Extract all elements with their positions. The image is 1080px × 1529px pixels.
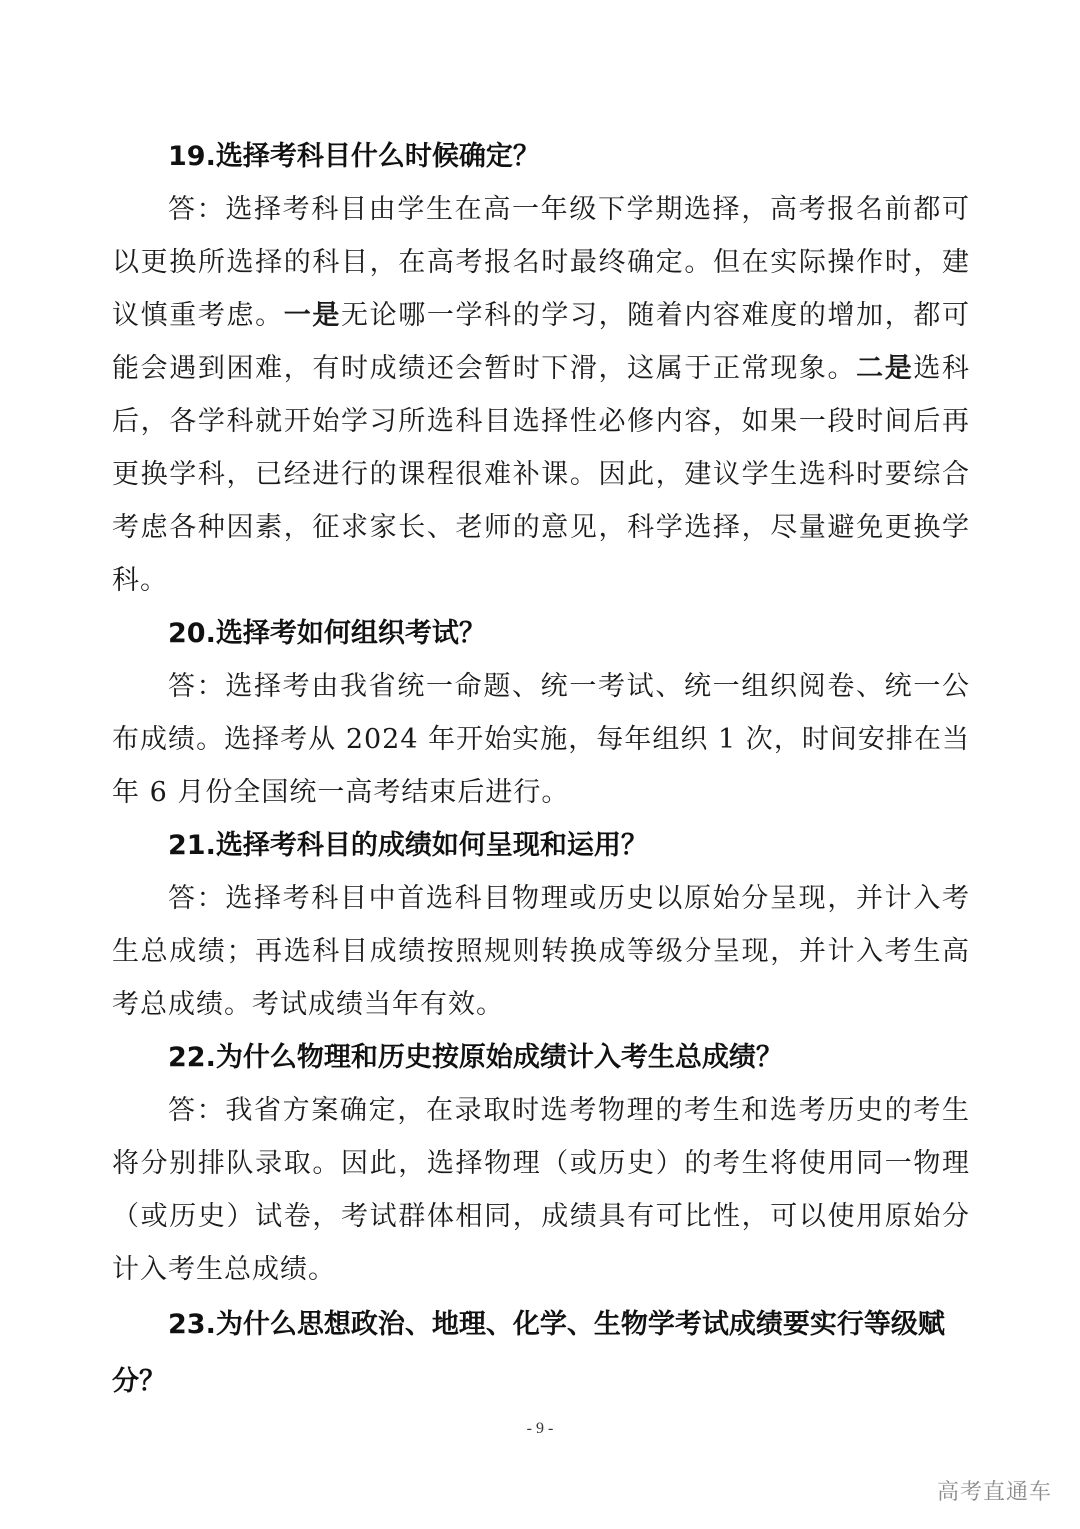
answer-19-text-1: 答：选择考科目由学生在高一年级下学期选择，高考报名前都可以更换所选择的科目，在高考报名时最终确定。但在实际操作时，建议慎重考虑。 — [112, 194, 970, 331]
answer-20-paragraph: 答：选择考由我省统一命题、统一考试、统一组织阅卷、统一公布成绩。选择考从 2024 年开始实施，每年组织 1 次，时间安排在当年 6 月份全国统一高考结束后进行。 — [112, 671, 970, 808]
question-23-heading: 23.为什么思想政治、地理、化学、生物学考试成绩要实行等级赋分？ — [112, 1309, 945, 1397]
answer-19-point-2-label: 二是 — [856, 353, 914, 384]
question-19-heading: 19.选择考科目什么时候确定？ — [168, 141, 540, 172]
answer-22-paragraph: 答：我省方案确定，在录取时选考物理的考生和选考历史的考生将分别排队录取。因此，选择物理（或历史）的考生将使用同一物理（或历史）试卷，考试群体相同，成绩具有可比性，可以使用原始分计入考生总成绩。 — [112, 1095, 970, 1285]
answer-19-point-1-label: 一是 — [283, 300, 341, 331]
answer-19-text-3: 选科后，各学科就开始学习所选科目选择性必修内容，如果一段时间后再更换学科，已经进行的课程很难补课。因此，建议学生选科时要综合考虑各种因素，征求家长、老师的意见，科学选择，尽量避免更换学科。 — [112, 353, 971, 596]
document-body — [112, 130, 970, 1410]
question-22-heading: 22.为什么物理和历史按原始成绩计入考生总成绩？ — [168, 1042, 783, 1073]
page-number: - 9 - — [526, 1420, 554, 1437]
answer-21-paragraph: 答：选择考科目中首选科目物理或历史以原始分呈现，并计入考生总成绩；再选科目成绩按照规则转换成等级分呈现，并计入考生高考总成绩。考试成绩当年有效。 — [112, 883, 970, 1020]
question-20-heading: 20.选择考如何组织考试？ — [168, 618, 486, 649]
answer-19-text-2: 无论哪一学科的学习，随着内容难度的增加，都可能会遇到困难，有时成绩还会暂时下滑，这属于正常现象。 — [112, 300, 971, 384]
question-21-heading: 21.选择考科目的成绩如何呈现和运用？ — [168, 830, 648, 861]
answer-19-paragraph — [112, 183, 970, 607]
watermark-label: 高考直通车 — [936, 1480, 1052, 1505]
